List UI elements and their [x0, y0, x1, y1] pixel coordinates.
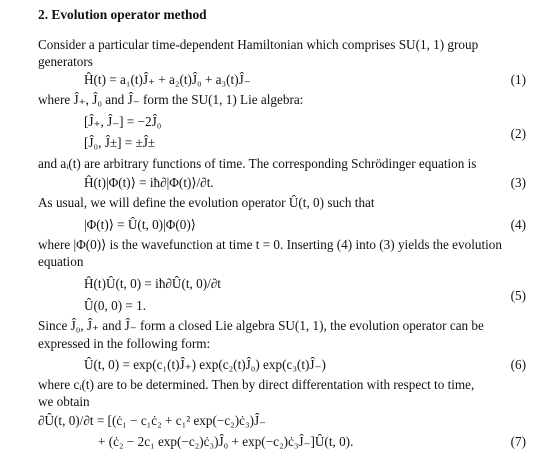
equation-state-evolution: |Φ(t)⟩ = Û(t, 0)|Φ(0)⟩: [84, 217, 196, 232]
equation-commutator-1: [Ĵ₊, Ĵ₋] = −2Ĵ₀: [84, 114, 162, 129]
section-heading: 2. Evolution operator method: [38, 7, 207, 22]
equation-hamiltonian: Ĥ(t) = a₁(t)Ĵ₊ + a₂(t)Ĵ₀ + a₃(t)Ĵ₋: [84, 72, 251, 87]
paragraph-closed-algebra-line-2: expressed in the following form:: [38, 336, 211, 351]
equation-evolution: Ĥ(t)Û(t, 0) = iħ∂Û(t, 0)/∂t: [84, 276, 221, 291]
paragraph-lie-algebra: where Ĵ₊, Ĵ₀ and Ĵ₋ form the SU(1, 1) Lie algebra:: [38, 92, 304, 107]
paragraph-differentiation-line-1: where cᵢ(t) are to be determined. Then by direct differentation with respect to time,: [38, 377, 475, 392]
paragraph-intro-line-1: Consider a particular time-dependent Hamiltonian which comprises SU(1, 1) group: [38, 37, 479, 52]
equation-commutator-2: [Ĵ₀, Ĵ±] = ±Ĵ±: [84, 135, 156, 150]
paragraph-wavefunction-line-2: equation: [38, 254, 84, 269]
equation-derivative-line-2: + (ċ₂ − 2c₁ exp(−c₂)ċ₃)Ĵ₀ + exp(−c₂)ċ₃Ĵ₋]Û(t, 0).: [98, 434, 354, 449]
equation-number-3: (3): [510, 175, 526, 190]
equation-number-5: (5): [510, 288, 526, 303]
equation-operator-form: Û(t, 0) = exp(c₁(t)Ĵ₊) exp(c₂(t)Ĵ₀) exp(c₃(t)Ĵ₋): [84, 357, 326, 372]
equation-number-1: (1): [510, 72, 526, 87]
equation-number-4: (4): [510, 217, 526, 232]
paragraph-evolution-operator: As usual, we will define the evolution operator Û(t, 0) such that: [38, 195, 375, 210]
paragraph-intro-line-2: generators: [38, 54, 93, 69]
paragraph-closed-algebra-line-1: Since Ĵ₀, Ĵ₊ and Ĵ₋ form a closed Lie algebra SU(1, 1), the evolution operator can be: [38, 318, 484, 333]
equation-schrodinger: Ĥ(t)|Φ(t)⟩ = iħ∂|Φ(t)⟩/∂t.: [84, 175, 214, 190]
paragraph-wavefunction-line-1: where |Φ(0)⟩ is the wavefunction at time t = 0. Inserting (4) into (3) yields the evolution: [38, 237, 502, 252]
equation-initial-condition: Û(0, 0) = 1.: [84, 298, 147, 313]
equation-number-7: (7): [510, 434, 526, 449]
paragraph-schrodinger: and aᵢ(t) are arbitrary functions of time. The corresponding Schrödinger equation is: [38, 156, 477, 171]
paragraph-differentiation-line-2: we obtain: [38, 394, 90, 409]
equation-derivative-line-1: ∂Û(t, 0)/∂t = [(ċ₁ − c₁ċ₂ + c₁² exp(−c₂)ċ₃)Ĵ₋: [38, 413, 267, 428]
equation-number-2: (2): [510, 126, 526, 141]
equation-number-6: (6): [510, 357, 526, 372]
